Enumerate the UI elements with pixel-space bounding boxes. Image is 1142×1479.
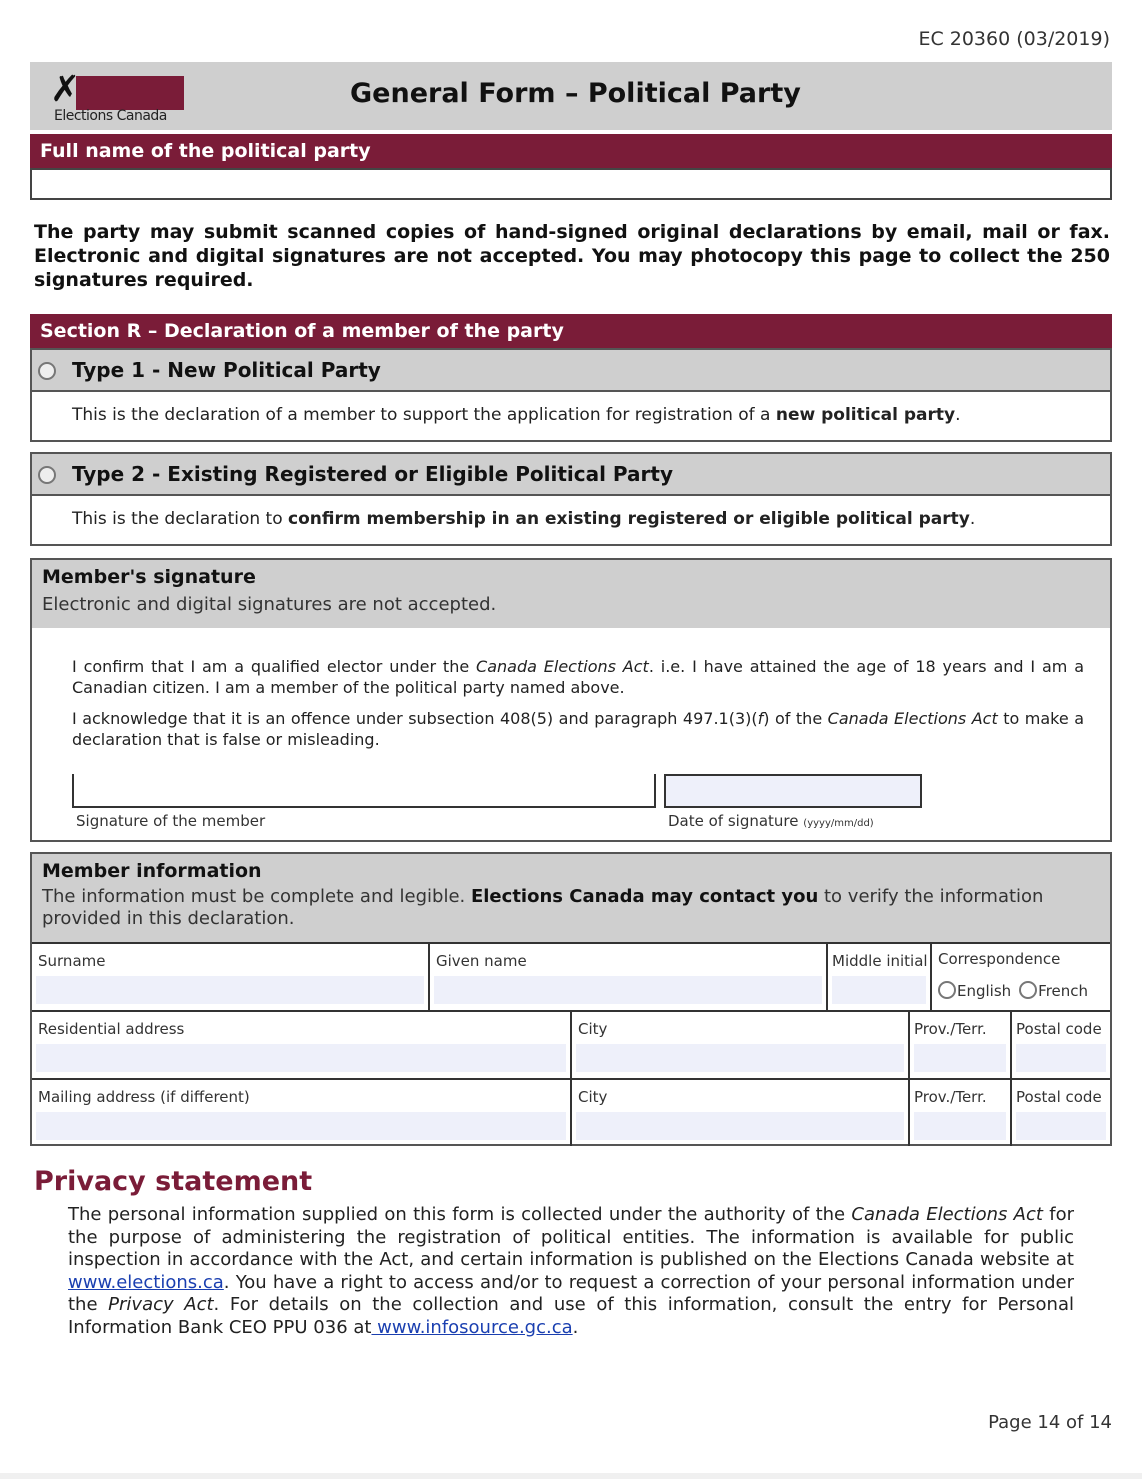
- p1-text-end: . i.e. I have attained the age of 18 years and I am a Canadian citizen. I am a member of the political party named above.: [72, 657, 1084, 697]
- p2-paragraph-f: f: [757, 709, 764, 728]
- french-radio[interactable]: [1019, 981, 1037, 999]
- page-bottom-strip: [0, 1473, 1142, 1479]
- french-label: French: [1038, 982, 1089, 1000]
- section-r-title: Section R – Declaration of a member of the party: [30, 314, 1112, 348]
- date-caption: [668, 812, 874, 830]
- mailing-prov-label: Prov./Terr.: [914, 1088, 987, 1106]
- residential-prov-label: Prov./Terr.: [914, 1020, 987, 1038]
- elections-ca-link[interactable]: www.elections.ca: [68, 1271, 224, 1293]
- date-format-hint: (yyyy/mm/dd): [803, 818, 874, 829]
- surname-cell: [32, 944, 430, 1010]
- type1-radio[interactable]: [38, 362, 56, 380]
- signature-caption: Signature of the member: [76, 812, 266, 830]
- info-sub-text: The information must be complete and legible.: [42, 886, 471, 907]
- info-sub-end: to verify the information provided in this declaration.: [42, 886, 1044, 929]
- residential-postal-input[interactable]: [1016, 1044, 1106, 1072]
- mailing-address-input[interactable]: [36, 1112, 566, 1140]
- logo-flag-bar: [76, 76, 184, 110]
- form-title: General Form – Political Party: [350, 78, 801, 109]
- correspondence-cell: [932, 944, 1110, 1010]
- party-name-input[interactable]: [30, 168, 1112, 200]
- mailing-prov-input[interactable]: [914, 1112, 1006, 1140]
- privacy-text-2: for the purpose of administering the registration of political entities. The information is available for public inspection in accordance with the Act, and certain information is published on the Elections Canada website at: [68, 1204, 1074, 1270]
- type1-header: [32, 350, 1110, 392]
- english-label: English: [957, 982, 1012, 1000]
- mailing-prov-cell: [910, 1080, 1012, 1146]
- residential-address-cell: [32, 1012, 572, 1078]
- residential-address-input[interactable]: [36, 1044, 566, 1072]
- mailing-city-input[interactable]: [576, 1112, 904, 1140]
- given-name-input[interactable]: [434, 976, 822, 1004]
- member-info-header: [32, 854, 1110, 944]
- type1-title: Type 1 - New Political Party: [72, 358, 381, 382]
- type1-desc-bold: new political party: [775, 405, 956, 425]
- type1-description: [32, 392, 1110, 438]
- form-code: EC 20360 (03/2019): [918, 28, 1110, 50]
- form-header: [30, 62, 1112, 130]
- signature-subtitle: Electronic and digital signatures are not accepted.: [42, 594, 497, 615]
- type1-desc-end: .: [955, 405, 961, 425]
- signature-title: Member's signature: [42, 566, 256, 588]
- info-sub-bold: Elections Canada may contact you: [470, 886, 819, 907]
- p2-text-end: to make a declaration that is false or misleading.: [72, 709, 1085, 749]
- party-name-label: Full name of the political party: [30, 134, 1112, 168]
- p2-text: I acknowledge that it is an offence under subsection 408(5) and paragraph 497.1(3)(: [72, 709, 758, 728]
- mailing-city-label: City: [578, 1088, 608, 1106]
- signature-header: [32, 560, 1110, 628]
- correspondence-options: [938, 982, 1096, 1001]
- offence-acknowledgement: [72, 708, 1084, 750]
- signature-field[interactable]: [72, 774, 656, 808]
- residential-city-cell: [572, 1012, 910, 1078]
- given-name-label: Given name: [436, 952, 527, 970]
- infosource-link[interactable]: www.infosource.gc.ca: [371, 1316, 573, 1338]
- residential-prov-cell: [910, 1012, 1012, 1078]
- mailing-address-cell: [32, 1080, 572, 1146]
- p2-text-mid: ) of the: [763, 709, 828, 728]
- member-info-title: Member information: [42, 860, 262, 882]
- middle-initial-input[interactable]: [832, 976, 926, 1004]
- type2-header: [32, 454, 1110, 496]
- privacy-text-5: .: [572, 1316, 579, 1338]
- type2-radio[interactable]: [38, 466, 56, 484]
- residential-city-label: City: [578, 1020, 608, 1038]
- type2-desc-end: .: [969, 509, 976, 529]
- elections-canada-logo: [48, 69, 188, 124]
- type2-box: [30, 452, 1112, 546]
- p1-act-name: Canada Elections Act: [476, 657, 649, 676]
- member-signature-box: [30, 558, 1112, 842]
- english-option[interactable]: [938, 982, 1011, 1000]
- middle-initial-label: Middle initial: [832, 952, 928, 970]
- mailing-address-label: Mailing address (if different): [38, 1088, 250, 1106]
- member-info-subtitle: [42, 886, 1100, 930]
- surname-label: Surname: [38, 952, 106, 970]
- privacy-title: Privacy statement: [34, 1166, 313, 1197]
- privacy-text-4: . For details on the collection and use of this information, consult the entry for Personal Information Bank CEO PPU 036 at: [68, 1294, 1074, 1338]
- english-radio[interactable]: [938, 981, 956, 999]
- mailing-row: [32, 1080, 1110, 1146]
- given-name-cell: [430, 944, 828, 1010]
- residential-postal-label: Postal code: [1016, 1020, 1102, 1038]
- mailing-city-cell: [572, 1080, 910, 1146]
- type2-description: [32, 496, 1110, 542]
- type1-box: [30, 348, 1112, 442]
- residential-row: [32, 1012, 1110, 1080]
- type1-desc-text: This is the declaration of a member to support the application for registration of a: [72, 405, 776, 425]
- surname-input[interactable]: [36, 976, 424, 1004]
- p1-text: I confirm that I am a qualified elector under the: [72, 657, 477, 676]
- member-information-box: [30, 852, 1112, 1146]
- middle-initial-cell: [828, 944, 932, 1010]
- name-row: [32, 944, 1110, 1012]
- privacy-act-name: Canada Elections Act: [851, 1204, 1043, 1225]
- privacy-text-3: . You have a right to access and/or to request a correction of your personal information under the: [68, 1271, 1074, 1315]
- correspondence-label: Correspondence: [938, 950, 1061, 968]
- residential-postal-cell: [1012, 1012, 1110, 1078]
- type2-title: Type 2 - Existing Registered or Eligible Political Party: [72, 462, 674, 486]
- mailing-postal-cell: [1012, 1080, 1110, 1146]
- logo-x-mark-icon: ✗: [50, 69, 81, 110]
- residential-prov-input[interactable]: [914, 1044, 1006, 1072]
- mailing-postal-label: Postal code: [1016, 1088, 1102, 1106]
- page-number: Page 14 of 14: [988, 1412, 1112, 1433]
- mailing-postal-input[interactable]: [1016, 1112, 1106, 1140]
- date-caption-text: Date of signature: [668, 812, 799, 830]
- residential-address-label: Residential address: [38, 1020, 185, 1038]
- type2-desc-bold: confirm membership in an existing registered or eligible political party: [288, 509, 970, 529]
- residential-city-input[interactable]: [576, 1044, 904, 1072]
- logo-text: Elections Canada: [54, 108, 167, 124]
- privacy-act-italic: Privacy Act: [108, 1294, 214, 1315]
- french-option[interactable]: [1019, 982, 1088, 1000]
- p2-act-name: Canada Elections Act: [827, 709, 998, 728]
- date-of-signature-input[interactable]: [664, 774, 922, 808]
- type2-desc-text: This is the declaration to: [72, 509, 289, 529]
- privacy-statement: [68, 1204, 1074, 1339]
- privacy-text-1: The personal information supplied on this form is collected under the authority of the: [68, 1204, 852, 1225]
- submission-notice: The party may submit scanned copies of hand-signed original declarations by email, mail or fax. Electronic and digital signatures are not accepted. You may photocopy this page to collect the 250 signatures required.: [34, 221, 1110, 291]
- elector-confirmation: [72, 656, 1084, 698]
